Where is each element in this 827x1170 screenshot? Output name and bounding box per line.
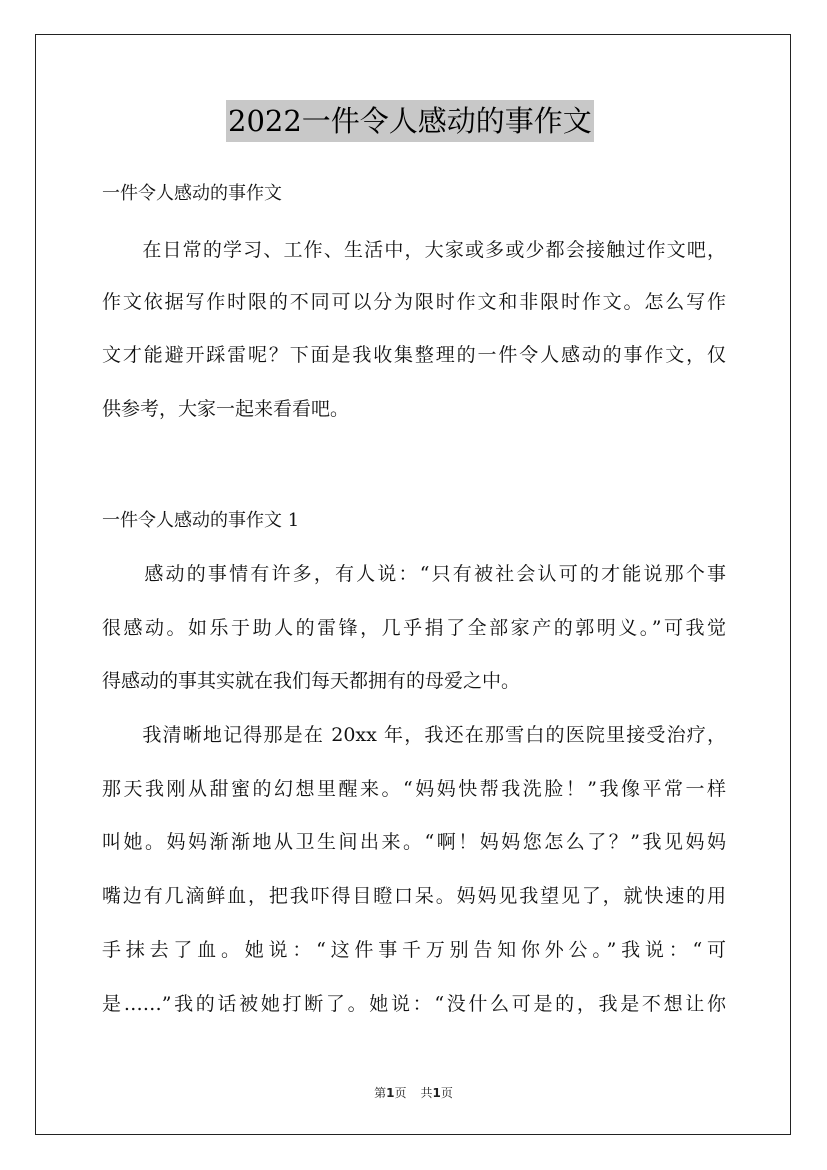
intro-line-4: 供参考，大家一起来看看吧。: [102, 398, 350, 420]
para2-line-2: 那天我刚从甜蜜的幻想里醒来。“妈妈快帮我洗脸！”我像平常一样: [102, 778, 726, 800]
para2-line-6: 是……”我的话被她打断了。她说：“没什么可是的，我是不想让你: [102, 993, 726, 1015]
intro-line-2: 作文依据写作时限的不同可以分为限时作文和非限时作文。怎么写作: [102, 291, 726, 313]
para2-line-3: 叫她。妈妈渐渐地从卫生间出来。“啊！妈妈您怎么了？”我见妈妈: [102, 831, 726, 853]
page-footer: [0, 1084, 827, 1101]
para1-line-1: 感动的事情有许多，有人说：“只有被社会认可的才能说那个事: [102, 563, 726, 585]
para2-line-4: 嘴边有几滴鲜血，把我吓得目瞪口呆。妈妈见我望见了，就快速的用: [102, 885, 726, 907]
intro-line-1: 在日常的学习、工作、生活中，大家或多或少都会接触过作文吧，: [102, 239, 726, 261]
para1-line-2: 很感动。如乐于助人的雷锋，几乎捐了全部家产的郭明义。”可我觉: [102, 617, 726, 639]
para2-line-1: 我清晰地记得那是在 20xx 年，我还在那雪白的医院里接受治疗，: [102, 724, 726, 746]
intro-line-3: 文才能避开踩雷呢？下面是我收集整理的一件令人感动的事作文，仅: [102, 344, 726, 366]
page-total: 共1页: [420, 1086, 453, 1100]
section-heading-1: 一件令人感动的事作文: [102, 183, 282, 204]
document-title: 2022一件令人感动的事作文: [226, 100, 594, 142]
section-heading-2: 一件令人感动的事作文 1: [102, 510, 300, 531]
page-number: 第1页: [374, 1086, 407, 1100]
para1-line-3: 得感动的事其实就在我们每天都拥有的母爱之中。: [102, 670, 521, 692]
para2-line-5: 手抹去了血。她说：“这件事千万别告知你外公。”我说：“可: [102, 939, 726, 961]
